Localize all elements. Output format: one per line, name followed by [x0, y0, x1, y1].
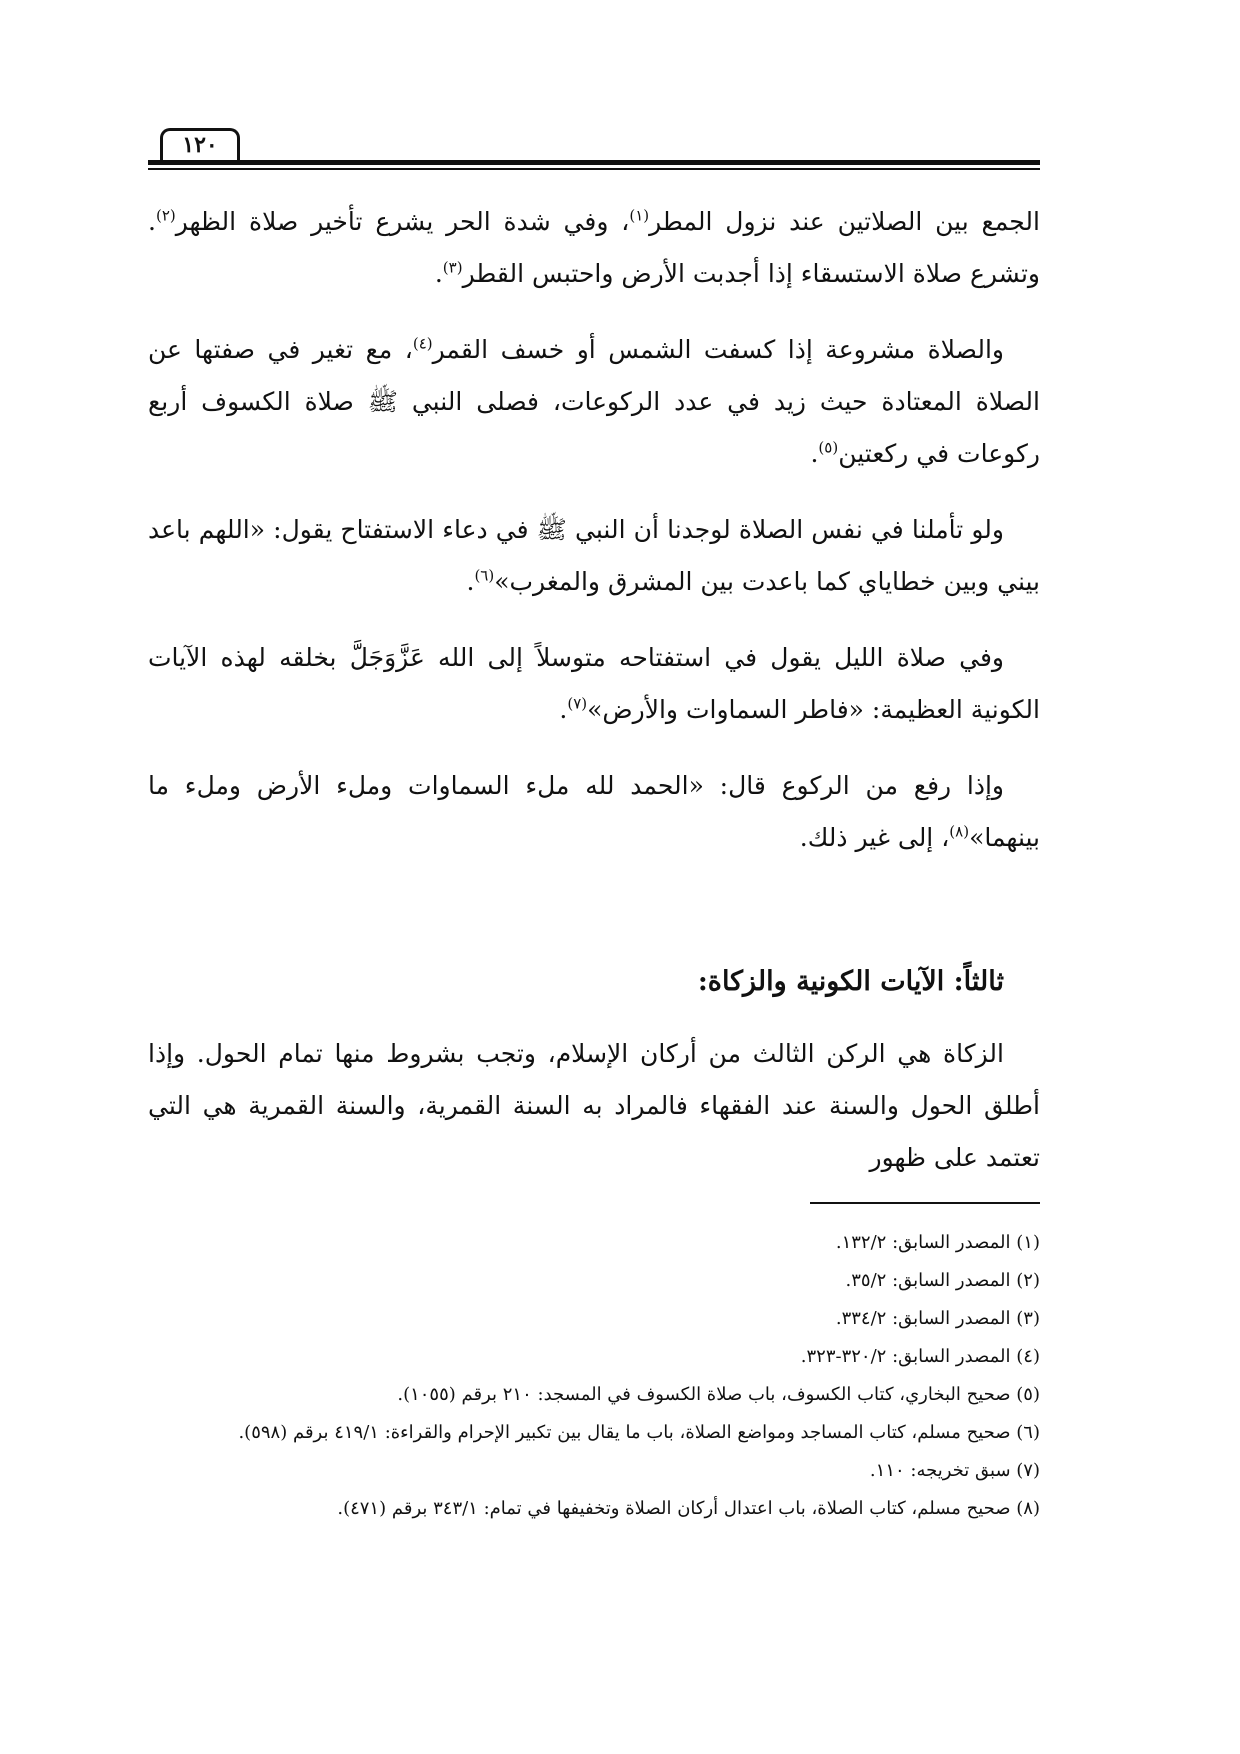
paragraph-1: [148, 196, 1040, 300]
paragraph-3: [148, 504, 1040, 608]
footnote-ref[interactable]: (١): [629, 206, 650, 225]
paragraph-zakat: [148, 1028, 1040, 1184]
section-heading: ثالثاً: الآيات الكونية والزكاة:: [697, 966, 1004, 997]
text-run: الزكاة هي الركن الثالث من أركان الإسلام، وتجب بشروط منها تمام الحول. وإذا أطلق الحول والسنة عند الفقهاء فالمراد به السنة القمرية، والسنة القمرية هي التي تعتمد على ظهور: [148, 1039, 1040, 1172]
text-run: الجمع بين الصلاتين عند نزول المطر: [649, 207, 1040, 236]
footnote-6: (٦) صحيح مسلم، كتاب المساجد ومواضع الصلاة، باب ما يقال بين تكبير الإحرام والقراءة: ٤١٩/١ برقم (٥٩٨).: [238, 1422, 1040, 1443]
footnote-8: (٨) صحيح مسلم، كتاب الصلاة، باب اعتدال أركان الصلاة وتخفيفها في تمام: ٣٤٣/١ برقم (٤٧١).: [337, 1498, 1040, 1519]
text-run: .: [810, 439, 819, 468]
footnote-ref[interactable]: (٨): [949, 822, 970, 841]
footnote-2: (٢) المصدر السابق: ٣٥/٢.: [845, 1270, 1040, 1291]
text-run: ، مع تغير في صفتها عن الصلاة المعتادة حيث زيد في عدد الركوعات، فصلى النبي ﷺ صلاة الكسوف أربع ركوعات في ركعتين: [148, 335, 1040, 468]
footnote-ref[interactable]: (٤): [412, 334, 433, 353]
text-run: وفي صلاة الليل يقول في استفتاحه متوسلاً إلى الله عَزَّوَجَلَّ بخلقه لهذه الآيات الكونية العظيمة: «فاطر السماوات والأرض»: [148, 643, 1040, 724]
paragraph-2: [148, 324, 1040, 480]
footnote-3: (٣) المصدر السابق: ٣٣٤/٢.: [835, 1308, 1040, 1329]
text-run: ، وفي شدة الحر يشرع تأخير صلاة الظهر: [175, 207, 630, 236]
footnote-ref[interactable]: (٧): [567, 694, 588, 713]
footnote-separator: [810, 1202, 1040, 1204]
header-rule-thin: [148, 168, 1040, 170]
text-run: .: [559, 695, 568, 724]
text-run: وإذا رفع من الركوع قال: «الحمد لله ملء السماوات وملء الأرض وملء ما بينهما»: [148, 771, 1040, 852]
header-rule-thick: [148, 160, 1040, 165]
paragraph-4: [148, 632, 1040, 736]
footnote-7: (٧) سبق تخريجه: ١١٠.: [869, 1460, 1040, 1481]
page-number: ١٢٠: [160, 128, 240, 160]
main-text: [148, 196, 1040, 1208]
text-run: ، إلى غير ذلك.: [799, 823, 950, 852]
paragraphs: [148, 196, 1040, 864]
text-run: .: [434, 259, 443, 288]
footnote-ref[interactable]: (٣): [442, 258, 463, 277]
footnote-ref[interactable]: (٥): [818, 438, 839, 457]
text-run: والصلاة مشروعة إذا كسفت الشمس أو خسف القمر: [432, 335, 1004, 364]
footnote-5: (٥) صحيح البخاري، كتاب الكسوف، باب صلاة الكسوف في المسجد: ٢١٠ برقم (١٠٥٥).: [397, 1384, 1040, 1405]
text-run: ولو تأملنا في نفس الصلاة لوجدنا أن النبي ﷺ في دعاء الاستفتاح يقول: «اللهم باعد بيني وبين خطاياي كما باعدت بين المشرق والمغرب»: [148, 515, 1040, 596]
footnote-ref[interactable]: (٢): [155, 206, 176, 225]
footnotes: [148, 1224, 1040, 1528]
footnote-1: (١) المصدر السابق: ١٣٢/٢.: [835, 1232, 1040, 1253]
paragraph-5: [148, 760, 1040, 864]
footnote-4: (٤) المصدر السابق: ٣٢٠/٢-٣٢٣.: [800, 1346, 1040, 1367]
page-header: [148, 128, 1040, 168]
text-run: .: [466, 567, 475, 596]
text-run: . وتشرع صلاة الاستسقاء إذا أجدبت الأرض واحتبس القطر: [148, 207, 1040, 288]
footnote-ref[interactable]: (٦): [474, 566, 495, 585]
